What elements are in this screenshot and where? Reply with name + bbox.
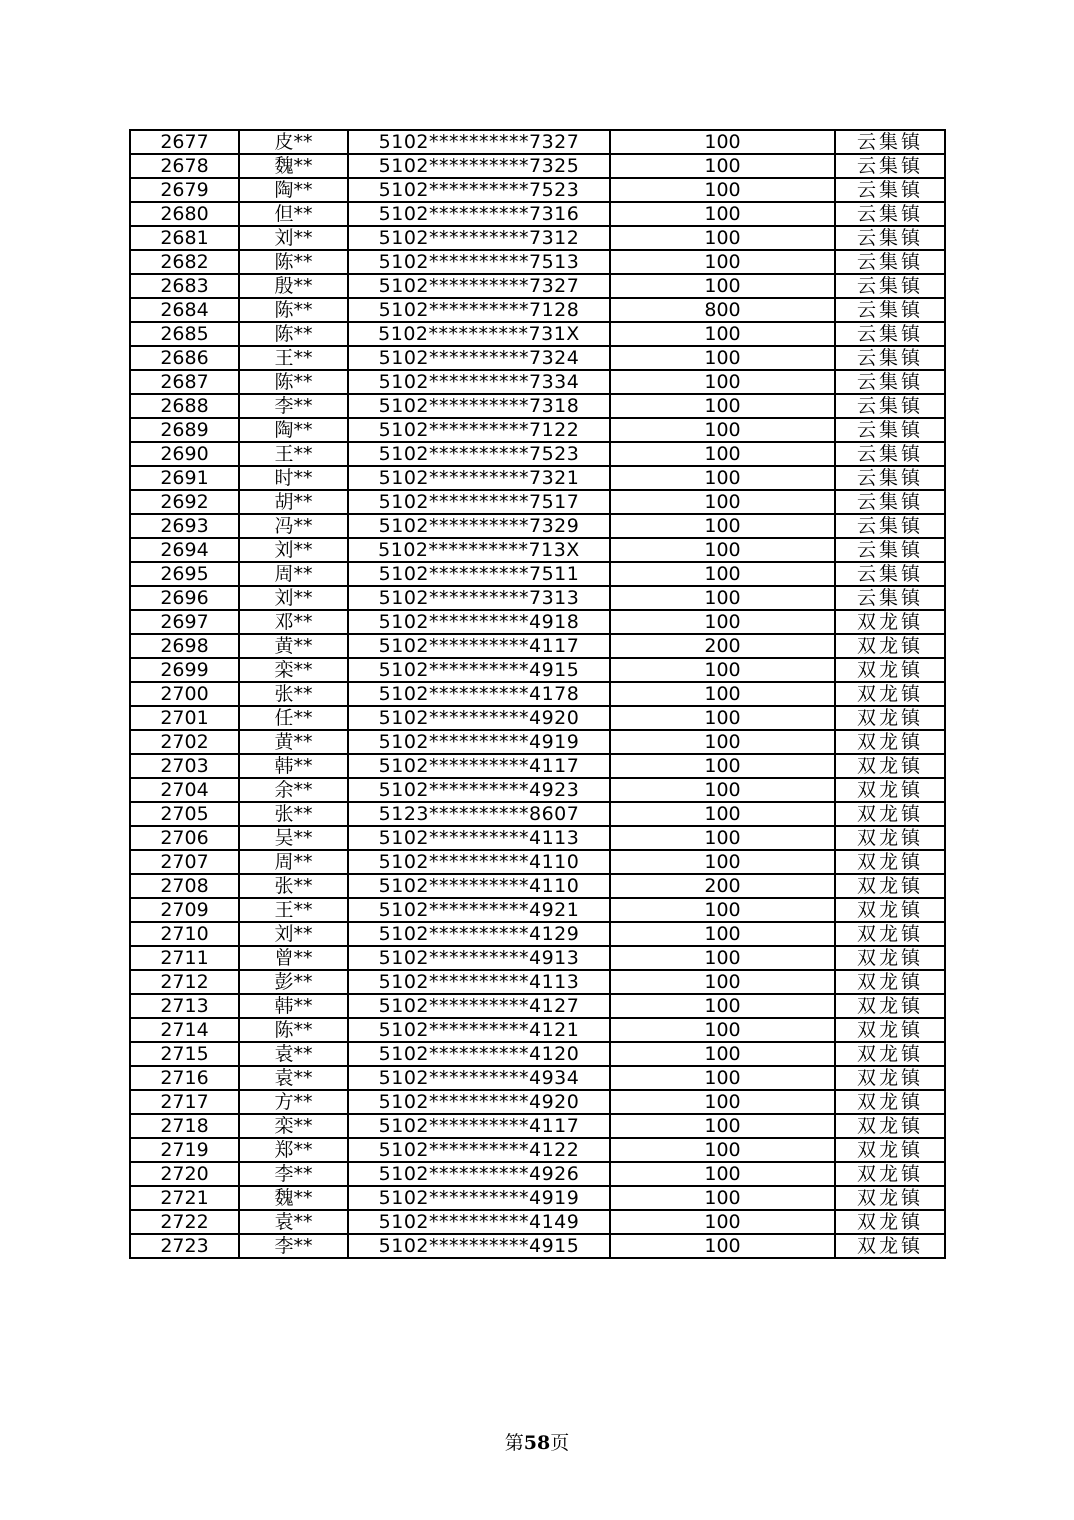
row-number-cell: 2719 <box>130 1138 239 1162</box>
amount-cell: 100 <box>610 946 835 970</box>
name-cell: 刘** <box>239 922 348 946</box>
amount-cell: 100 <box>610 466 835 490</box>
id-number-cell: 5102**********4120 <box>348 1042 610 1066</box>
row-number-cell: 2685 <box>130 322 239 346</box>
table-row <box>130 1018 945 1042</box>
town-cell: 双龙镇 <box>835 1066 945 1090</box>
id-number-cell: 5102**********4920 <box>348 706 610 730</box>
table-row <box>130 250 945 274</box>
name-cell: 黄** <box>239 634 348 658</box>
amount-cell: 100 <box>610 1186 835 1210</box>
row-number-cell: 2698 <box>130 634 239 658</box>
table-row <box>130 1162 945 1186</box>
town-cell: 双龙镇 <box>835 970 945 994</box>
name-cell: 李** <box>239 394 348 418</box>
table-row <box>130 418 945 442</box>
amount-cell: 100 <box>610 346 835 370</box>
amount-cell: 100 <box>610 490 835 514</box>
name-cell: 袁** <box>239 1042 348 1066</box>
town-cell: 云集镇 <box>835 178 945 202</box>
row-number-cell: 2689 <box>130 418 239 442</box>
name-cell: 王** <box>239 442 348 466</box>
id-number-cell: 5102**********7513 <box>348 250 610 274</box>
row-number-cell: 2681 <box>130 226 239 250</box>
amount-cell: 100 <box>610 1234 835 1258</box>
amount-cell: 100 <box>610 562 835 586</box>
row-number-cell: 2680 <box>130 202 239 226</box>
town-cell: 云集镇 <box>835 298 945 322</box>
amount-cell: 100 <box>610 1114 835 1138</box>
id-number-cell: 5102**********4921 <box>348 898 610 922</box>
town-cell: 双龙镇 <box>835 1234 945 1258</box>
name-cell: 时** <box>239 466 348 490</box>
table-row <box>130 850 945 874</box>
table-row <box>130 634 945 658</box>
id-number-cell: 5102**********7312 <box>348 226 610 250</box>
id-number-cell: 5102**********7523 <box>348 178 610 202</box>
name-cell: 陈** <box>239 250 348 274</box>
row-number-cell: 2712 <box>130 970 239 994</box>
table-row <box>130 514 945 538</box>
table-row <box>130 610 945 634</box>
town-cell: 云集镇 <box>835 562 945 586</box>
name-cell: 张** <box>239 802 348 826</box>
id-number-cell: 5102**********713X <box>348 538 610 562</box>
amount-cell: 100 <box>610 922 835 946</box>
page-number: 58 <box>523 1432 551 1454</box>
town-cell: 双龙镇 <box>835 610 945 634</box>
row-number-cell: 2684 <box>130 298 239 322</box>
name-cell: 曾** <box>239 946 348 970</box>
town-cell: 双龙镇 <box>835 754 945 778</box>
table-row <box>130 826 945 850</box>
name-cell: 方** <box>239 1090 348 1114</box>
table-row <box>130 802 945 826</box>
amount-cell: 100 <box>610 370 835 394</box>
amount-cell: 100 <box>610 610 835 634</box>
row-number-cell: 2688 <box>130 394 239 418</box>
town-cell: 双龙镇 <box>835 1186 945 1210</box>
name-cell: 陈** <box>239 370 348 394</box>
table-row <box>130 1210 945 1234</box>
table-row <box>130 1066 945 1090</box>
town-cell: 双龙镇 <box>835 826 945 850</box>
id-number-cell: 5102**********4923 <box>348 778 610 802</box>
row-number-cell: 2716 <box>130 1066 239 1090</box>
id-number-cell: 5102**********7122 <box>348 418 610 442</box>
name-cell: 张** <box>239 682 348 706</box>
id-number-cell: 5102**********4919 <box>348 730 610 754</box>
name-cell: 殷** <box>239 274 348 298</box>
row-number-cell: 2706 <box>130 826 239 850</box>
table-row <box>130 682 945 706</box>
town-cell: 云集镇 <box>835 490 945 514</box>
table-row <box>130 730 945 754</box>
amount-cell: 100 <box>610 802 835 826</box>
amount-cell: 100 <box>610 322 835 346</box>
town-cell: 云集镇 <box>835 370 945 394</box>
id-number-cell: 5102**********4127 <box>348 994 610 1018</box>
row-number-cell: 2708 <box>130 874 239 898</box>
id-number-cell: 5102**********7329 <box>348 514 610 538</box>
row-number-cell: 2679 <box>130 178 239 202</box>
table-row <box>130 322 945 346</box>
town-cell: 双龙镇 <box>835 994 945 1018</box>
payment-table <box>129 129 946 1259</box>
row-number-cell: 2714 <box>130 1018 239 1042</box>
table-row <box>130 658 945 682</box>
name-cell: 邓** <box>239 610 348 634</box>
table-row <box>130 202 945 226</box>
name-cell: 王** <box>239 898 348 922</box>
id-number-cell: 5102**********7324 <box>348 346 610 370</box>
town-cell: 双龙镇 <box>835 682 945 706</box>
town-cell: 云集镇 <box>835 250 945 274</box>
table-row <box>130 178 945 202</box>
id-number-cell: 5102**********4117 <box>348 634 610 658</box>
row-number-cell: 2720 <box>130 1162 239 1186</box>
name-cell: 刘** <box>239 226 348 250</box>
name-cell: 陶** <box>239 178 348 202</box>
table-row <box>130 1234 945 1258</box>
town-cell: 双龙镇 <box>835 1042 945 1066</box>
row-number-cell: 2691 <box>130 466 239 490</box>
row-number-cell: 2683 <box>130 274 239 298</box>
name-cell: 李** <box>239 1234 348 1258</box>
id-number-cell: 5102**********4919 <box>348 1186 610 1210</box>
table-row <box>130 490 945 514</box>
row-number-cell: 2693 <box>130 514 239 538</box>
town-cell: 云集镇 <box>835 346 945 370</box>
row-number-cell: 2690 <box>130 442 239 466</box>
table-row <box>130 538 945 562</box>
town-cell: 双龙镇 <box>835 850 945 874</box>
row-number-cell: 2711 <box>130 946 239 970</box>
table-row <box>130 946 945 970</box>
amount-cell: 100 <box>610 1018 835 1042</box>
table-row <box>130 442 945 466</box>
town-cell: 双龙镇 <box>835 1138 945 1162</box>
id-number-cell: 5102**********4178 <box>348 682 610 706</box>
name-cell: 栾** <box>239 1114 348 1138</box>
amount-cell: 100 <box>610 586 835 610</box>
town-cell: 云集镇 <box>835 274 945 298</box>
town-cell: 双龙镇 <box>835 1162 945 1186</box>
id-number-cell: 5102**********4913 <box>348 946 610 970</box>
amount-cell: 100 <box>610 754 835 778</box>
name-cell: 王** <box>239 346 348 370</box>
name-cell: 黄** <box>239 730 348 754</box>
name-cell: 周** <box>239 562 348 586</box>
table-row <box>130 922 945 946</box>
id-number-cell: 5102**********4117 <box>348 754 610 778</box>
row-number-cell: 2703 <box>130 754 239 778</box>
town-cell: 双龙镇 <box>835 1210 945 1234</box>
table-row <box>130 226 945 250</box>
amount-cell: 100 <box>610 250 835 274</box>
town-cell: 云集镇 <box>835 514 945 538</box>
town-cell: 双龙镇 <box>835 658 945 682</box>
amount-cell: 100 <box>610 1138 835 1162</box>
page-number-suffix: 页 <box>550 1432 570 1454</box>
name-cell: 皮** <box>239 130 348 154</box>
id-number-cell: 5102**********7511 <box>348 562 610 586</box>
row-number-cell: 2721 <box>130 1186 239 1210</box>
row-number-cell: 2677 <box>130 130 239 154</box>
id-number-cell: 5102**********4113 <box>348 826 610 850</box>
id-number-cell: 5102**********7327 <box>348 130 610 154</box>
table-row <box>130 370 945 394</box>
row-number-cell: 2702 <box>130 730 239 754</box>
amount-cell: 100 <box>610 898 835 922</box>
town-cell: 云集镇 <box>835 154 945 178</box>
id-number-cell: 5102**********4122 <box>348 1138 610 1162</box>
id-number-cell: 5102**********7318 <box>348 394 610 418</box>
name-cell: 陈** <box>239 1018 348 1042</box>
town-cell: 云集镇 <box>835 394 945 418</box>
name-cell: 任** <box>239 706 348 730</box>
table-row <box>130 274 945 298</box>
page-number-prefix: 第 <box>504 1432 524 1454</box>
name-cell: 魏** <box>239 154 348 178</box>
id-number-cell: 5102**********4915 <box>348 658 610 682</box>
id-number-cell: 5102**********4934 <box>348 1066 610 1090</box>
town-cell: 双龙镇 <box>835 706 945 730</box>
name-cell: 郑** <box>239 1138 348 1162</box>
town-cell: 双龙镇 <box>835 1090 945 1114</box>
amount-cell: 200 <box>610 634 835 658</box>
id-number-cell: 5102**********4117 <box>348 1114 610 1138</box>
table-row <box>130 394 945 418</box>
payment-table-body <box>130 130 945 1258</box>
id-number-cell: 5102**********7334 <box>348 370 610 394</box>
name-cell: 吴** <box>239 826 348 850</box>
name-cell: 张** <box>239 874 348 898</box>
table-row <box>130 1042 945 1066</box>
table-row <box>130 778 945 802</box>
row-number-cell: 2692 <box>130 490 239 514</box>
town-cell: 云集镇 <box>835 442 945 466</box>
row-number-cell: 2722 <box>130 1210 239 1234</box>
town-cell: 双龙镇 <box>835 802 945 826</box>
name-cell: 韩** <box>239 754 348 778</box>
table-row <box>130 154 945 178</box>
name-cell: 刘** <box>239 538 348 562</box>
row-number-cell: 2700 <box>130 682 239 706</box>
row-number-cell: 2699 <box>130 658 239 682</box>
id-number-cell: 5102**********7316 <box>348 202 610 226</box>
amount-cell: 100 <box>610 274 835 298</box>
amount-cell: 100 <box>610 658 835 682</box>
table-row <box>130 898 945 922</box>
amount-cell: 100 <box>610 226 835 250</box>
name-cell: 胡** <box>239 490 348 514</box>
row-number-cell: 2709 <box>130 898 239 922</box>
name-cell: 魏** <box>239 1186 348 1210</box>
row-number-cell: 2715 <box>130 1042 239 1066</box>
row-number-cell: 2710 <box>130 922 239 946</box>
id-number-cell: 5102**********7523 <box>348 442 610 466</box>
name-cell: 冯** <box>239 514 348 538</box>
row-number-cell: 2697 <box>130 610 239 634</box>
id-number-cell: 5102**********4110 <box>348 874 610 898</box>
name-cell: 栾** <box>239 658 348 682</box>
id-number-cell: 5102**********4926 <box>348 1162 610 1186</box>
amount-cell: 100 <box>610 970 835 994</box>
amount-cell: 100 <box>610 826 835 850</box>
id-number-cell: 5102**********731X <box>348 322 610 346</box>
row-number-cell: 2707 <box>130 850 239 874</box>
town-cell: 双龙镇 <box>835 634 945 658</box>
town-cell: 云集镇 <box>835 226 945 250</box>
amount-cell: 100 <box>610 730 835 754</box>
row-number-cell: 2695 <box>130 562 239 586</box>
town-cell: 双龙镇 <box>835 1114 945 1138</box>
town-cell: 双龙镇 <box>835 946 945 970</box>
row-number-cell: 2723 <box>130 1234 239 1258</box>
amount-cell: 800 <box>610 298 835 322</box>
name-cell: 韩** <box>239 994 348 1018</box>
row-number-cell: 2687 <box>130 370 239 394</box>
amount-cell: 100 <box>610 778 835 802</box>
id-number-cell: 5102**********4149 <box>348 1210 610 1234</box>
town-cell: 双龙镇 <box>835 922 945 946</box>
name-cell: 周** <box>239 850 348 874</box>
table-row <box>130 466 945 490</box>
town-cell: 双龙镇 <box>835 730 945 754</box>
name-cell: 刘** <box>239 586 348 610</box>
name-cell: 但** <box>239 202 348 226</box>
name-cell: 彭** <box>239 970 348 994</box>
id-number-cell: 5102**********4915 <box>348 1234 610 1258</box>
amount-cell: 100 <box>610 1066 835 1090</box>
town-cell: 双龙镇 <box>835 898 945 922</box>
amount-cell: 100 <box>610 538 835 562</box>
town-cell: 双龙镇 <box>835 1018 945 1042</box>
table-row <box>130 874 945 898</box>
town-cell: 云集镇 <box>835 538 945 562</box>
name-cell: 陈** <box>239 298 348 322</box>
page-footer <box>0 1428 1074 1455</box>
row-number-cell: 2713 <box>130 994 239 1018</box>
amount-cell: 100 <box>610 1210 835 1234</box>
name-cell: 袁** <box>239 1210 348 1234</box>
town-cell: 云集镇 <box>835 202 945 226</box>
name-cell: 袁** <box>239 1066 348 1090</box>
row-number-cell: 2694 <box>130 538 239 562</box>
amount-cell: 100 <box>610 154 835 178</box>
amount-cell: 100 <box>610 706 835 730</box>
name-cell: 李** <box>239 1162 348 1186</box>
table-row <box>130 1186 945 1210</box>
amount-cell: 100 <box>610 1090 835 1114</box>
amount-cell: 100 <box>610 682 835 706</box>
id-number-cell: 5102**********7128 <box>348 298 610 322</box>
name-cell: 余** <box>239 778 348 802</box>
id-number-cell: 5102**********4110 <box>348 850 610 874</box>
amount-cell: 100 <box>610 1162 835 1186</box>
row-number-cell: 2717 <box>130 1090 239 1114</box>
town-cell: 云集镇 <box>835 130 945 154</box>
name-cell: 陈** <box>239 322 348 346</box>
row-number-cell: 2705 <box>130 802 239 826</box>
row-number-cell: 2701 <box>130 706 239 730</box>
id-number-cell: 5102**********7325 <box>348 154 610 178</box>
row-number-cell: 2704 <box>130 778 239 802</box>
amount-cell: 100 <box>610 418 835 442</box>
id-number-cell: 5102**********7321 <box>348 466 610 490</box>
row-number-cell: 2696 <box>130 586 239 610</box>
row-number-cell: 2678 <box>130 154 239 178</box>
table-row <box>130 130 945 154</box>
town-cell: 双龙镇 <box>835 874 945 898</box>
id-number-cell: 5102**********4918 <box>348 610 610 634</box>
town-cell: 云集镇 <box>835 586 945 610</box>
amount-cell: 100 <box>610 394 835 418</box>
town-cell: 双龙镇 <box>835 778 945 802</box>
table-row <box>130 1138 945 1162</box>
table-row <box>130 298 945 322</box>
table-row <box>130 586 945 610</box>
amount-cell: 200 <box>610 874 835 898</box>
name-cell: 陶** <box>239 418 348 442</box>
id-number-cell: 5102**********4121 <box>348 1018 610 1042</box>
row-number-cell: 2718 <box>130 1114 239 1138</box>
town-cell: 云集镇 <box>835 322 945 346</box>
id-number-cell: 5102**********4920 <box>348 1090 610 1114</box>
amount-cell: 100 <box>610 178 835 202</box>
id-number-cell: 5123**********8607 <box>348 802 610 826</box>
amount-cell: 100 <box>610 130 835 154</box>
id-number-cell: 5102**********7517 <box>348 490 610 514</box>
table-row <box>130 1114 945 1138</box>
amount-cell: 100 <box>610 1042 835 1066</box>
amount-cell: 100 <box>610 850 835 874</box>
table-row <box>130 346 945 370</box>
table-row <box>130 1090 945 1114</box>
id-number-cell: 5102**********7327 <box>348 274 610 298</box>
amount-cell: 100 <box>610 994 835 1018</box>
row-number-cell: 2682 <box>130 250 239 274</box>
table-row <box>130 754 945 778</box>
town-cell: 云集镇 <box>835 466 945 490</box>
id-number-cell: 5102**********4113 <box>348 970 610 994</box>
amount-cell: 100 <box>610 442 835 466</box>
town-cell: 云集镇 <box>835 418 945 442</box>
table-row <box>130 970 945 994</box>
table-row <box>130 706 945 730</box>
table-row <box>130 994 945 1018</box>
row-number-cell: 2686 <box>130 346 239 370</box>
id-number-cell: 5102**********7313 <box>348 586 610 610</box>
amount-cell: 100 <box>610 202 835 226</box>
id-number-cell: 5102**********4129 <box>348 922 610 946</box>
table-row <box>130 562 945 586</box>
amount-cell: 100 <box>610 514 835 538</box>
